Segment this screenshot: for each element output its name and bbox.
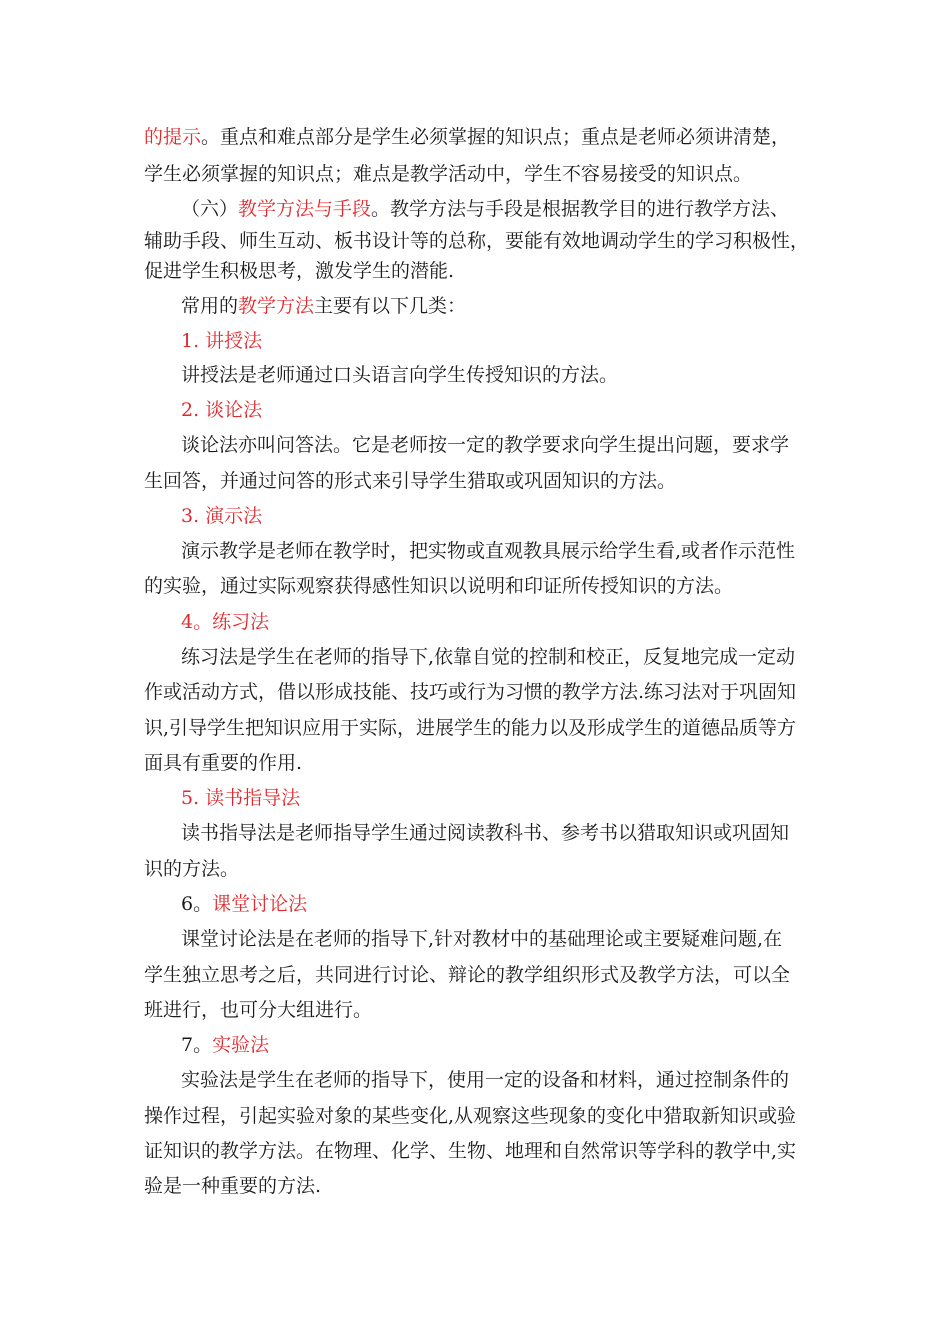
body-experiment-line-2: 操作过程，引起实验对象的某些变化,从观察这些现象的变化中猎取新知识或验	[144, 1105, 797, 1127]
section-6-heading-line: （六）教学方法与手段。教学方法与手段是根据教学目的进行教学方法、	[181, 198, 790, 220]
highlight-text: 教学方法	[238, 295, 315, 317]
body-experiment-line-3: 证知识的教学方法。在物理、化学、生物、地理和自然常识等学科的教学中,实	[144, 1140, 797, 1162]
highlight-text: 的提示	[144, 126, 202, 148]
body-classroom-discussion-line-1: 课堂讨论法是在老师的指导下,针对教材中的基础理论或主要疑难问题,在	[181, 928, 783, 950]
heading-practice-method: 4。练习法	[181, 611, 270, 633]
body-demonstration-line-2: 的实验，通过实际观察获得感性知识以说明和印证所传授知识的方法。	[144, 575, 734, 597]
heading-classroom-discussion-method: 6。课堂讨论法	[181, 893, 308, 915]
heading-reading-guidance-method: 5. 读书指导法	[181, 787, 301, 809]
paragraph-methods-line-3: 促进学生积极思考，激发学生的潜能.	[144, 260, 455, 282]
paragraph-methods-line-2: 辅助手段、师生互动、板书设计等的总称，要能有效地调动学生的学习积极性，	[144, 230, 810, 252]
body-practice-line-2: 作或活动方式，借以形成技能、技巧或行为习惯的教学方法.练习法对于巩固知	[144, 681, 797, 703]
body-experiment-line-4: 验是一种重要的方法.	[144, 1175, 322, 1197]
body-discussion-line-2: 生回答，并通过问答的形式来引导学生猎取或巩固知识的方法。	[144, 470, 677, 492]
section-title: 教学方法与手段	[238, 198, 372, 220]
paragraph-key-points-line-2: 学生必须掌握的知识点；难点是教学活动中，学生不容易接受的知识点。	[144, 163, 753, 185]
heading-discussion-method: 2. 谈论法	[181, 399, 263, 421]
body-reading-line-1: 读书指导法是老师指导学生通过阅读教科书、参考书以猎取知识或巩固知	[181, 822, 790, 844]
body-demonstration-line-1: 演示教学是老师在教学时，把实物或直观教具展示给学生看,或者作示范性	[181, 540, 796, 562]
body-reading-line-2: 识的方法。	[144, 858, 240, 880]
body-discussion-line-1: 谈论法亦叫问答法。它是老师按一定的教学要求向学生提出问题，要求学	[181, 434, 790, 456]
body-classroom-discussion-line-2: 学生独立思考之后，共同进行讨论、辩论的教学组织形式及教学方法，可以全	[144, 964, 791, 986]
heading-demonstration-method: 3. 演示法	[181, 505, 263, 527]
body-experiment-line-1: 实验法是学生在老师的指导下，使用一定的设备和材料，通过控制条件的	[181, 1069, 790, 1091]
body-practice-line-4: 面具有重要的作用.	[144, 752, 303, 774]
body-classroom-discussion-line-3: 班进行，也可分大组进行。	[144, 999, 373, 1021]
heading-experiment-method: 7。实验法	[181, 1034, 270, 1056]
body-practice-line-1: 练习法是学生在老师的指导下,依靠自觉的控制和校正，反复地完成一定动	[181, 646, 796, 668]
methods-intro: 常用的教学方法主要有以下几类：	[181, 295, 467, 317]
body-practice-line-3: 识,引导学生把知识应用于实际，进展学生的能力以及形成学生的道德品质等方	[144, 717, 797, 739]
heading-lecture-method: 1. 讲授法	[181, 330, 263, 352]
body-lecture-line-1: 讲授法是老师通过口头语言向学生传授知识的方法。	[181, 364, 619, 386]
paragraph-key-points-line-1: 的提示。重点和难点部分是学生必须掌握的知识点；重点是老师必须讲清楚，	[144, 126, 791, 148]
